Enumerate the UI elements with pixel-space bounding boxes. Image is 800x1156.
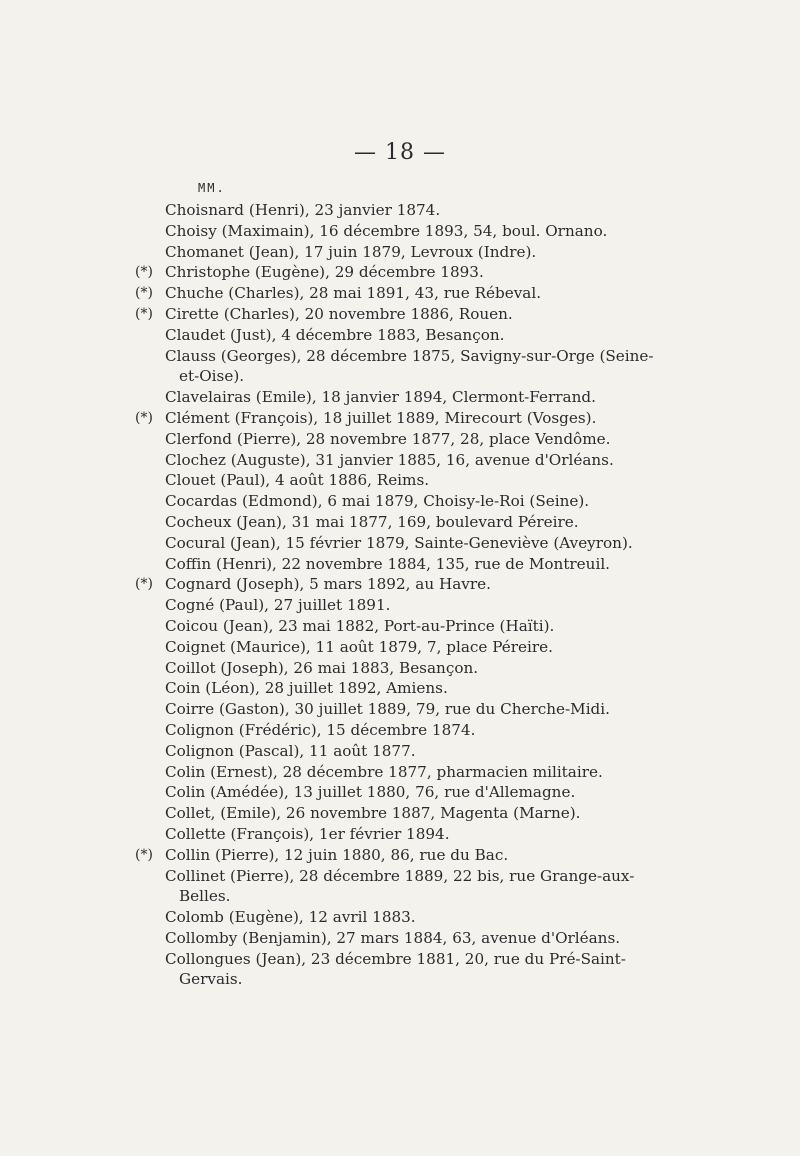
entry-text: Clauss (Georges), 28 décembre 1875, Savigny-sur-Orge (Seine-	[165, 346, 654, 365]
entry-text: Coffin (Henri), 22 novembre 1884, 135, rue de Montreuil.	[165, 554, 610, 573]
entry-list	[135, 200, 660, 990]
entry-text: Clouet (Paul), 4 août 1886, Reims.	[165, 471, 430, 490]
list-item	[165, 491, 660, 512]
list-item	[165, 346, 660, 388]
list-item	[165, 741, 660, 762]
list-item	[135, 408, 660, 429]
entry-text: Collin (Pierre), 12 juin 1880, 86, rue du Bac.	[165, 845, 509, 864]
entry-text: Colin (Amédée), 13 juillet 1880, 76, rue d'Allemagne.	[165, 783, 576, 802]
list-item	[165, 221, 660, 242]
entry-text: Choisnard (Henri), 23 janvier 1874.	[165, 201, 441, 219]
list-item	[165, 824, 660, 845]
entry-text: Chuche (Charles), 28 mai 1891, 43, rue Rébeval.	[165, 284, 542, 303]
entry-text: Coin (Léon), 28 juillet 1892, Amiens.	[165, 679, 448, 698]
entry-text: Choisy (Maximain), 16 décembre 1893, 54, boul. Ornano.	[165, 221, 608, 240]
entry-text: Collongues (Jean), 23 décembre 1881, 20, rue du Pré-Saint-	[165, 949, 626, 968]
entry-text: Cocural (Jean), 15 février 1879, Sainte-Geneviève (Aveyron).	[165, 533, 633, 552]
list-item	[165, 720, 660, 741]
list-item	[165, 554, 660, 575]
entry-text: Clément (François), 18 juillet 1889, Mirecourt (Vosges).	[165, 408, 597, 427]
page-number: — 18 —	[354, 140, 446, 165]
entry-continuation: Belles.	[179, 887, 231, 906]
entry-continuation: Gervais.	[179, 970, 243, 989]
list-item	[165, 803, 660, 824]
entry-mark: (*)	[135, 409, 153, 426]
list-item	[165, 928, 660, 949]
entry-text: Chomanet (Jean), 17 juin 1879, Levroux (Indre).	[165, 242, 537, 261]
entry-text: Colomb (Eugène), 12 avril 1883.	[165, 908, 416, 927]
list-item	[165, 512, 660, 533]
list-item	[165, 907, 660, 928]
entry-text: Colignon (Pascal), 11 août 1877.	[165, 741, 416, 760]
list-item	[165, 762, 660, 783]
entry-text: Cirette (Charles), 20 novembre 1886, Rouen.	[165, 304, 513, 323]
entry-continuation: et-Oise).	[179, 367, 245, 386]
entry-text: Cogné (Paul), 27 juillet 1891.	[165, 596, 391, 615]
list-item	[165, 429, 660, 450]
entry-text: Colin (Ernest), 28 décembre 1877, pharmacien militaire.	[165, 762, 603, 781]
entry-mark: (*)	[135, 285, 153, 302]
list-item	[165, 949, 660, 991]
list-item	[165, 678, 660, 699]
list-item	[135, 283, 660, 304]
list-item	[165, 200, 660, 221]
list-item	[165, 699, 660, 720]
entry-mark: (*)	[135, 305, 153, 322]
list-item	[165, 782, 660, 803]
entry-mark: (*)	[135, 576, 153, 593]
list-item	[165, 533, 660, 554]
entry-text: Clavelairas (Emile), 18 janvier 1894, Clermont-Ferrand.	[165, 388, 596, 407]
entry-text: Colignon (Frédéric), 15 décembre 1874.	[165, 720, 476, 739]
entry-text: Collinet (Pierre), 28 décembre 1889, 22 bis, rue Grange-aux-	[165, 866, 635, 885]
entry-text: Cocardas (Edmond), 6 mai 1879, Choisy-le-Roi (Seine).	[165, 492, 590, 511]
entry-text: Collomby (Benjamin), 27 mars 1884, 63, avenue d'Orléans.	[165, 928, 621, 947]
list-item	[165, 325, 660, 346]
salutation: MM.	[198, 181, 226, 195]
entry-text: Collette (François), 1er février 1894.	[165, 824, 450, 843]
list-item	[165, 595, 660, 616]
entry-text: Christophe (Eugène), 29 décembre 1893.	[165, 263, 484, 282]
entry-mark: (*)	[135, 846, 153, 863]
list-item	[165, 242, 660, 263]
list-item	[165, 470, 660, 491]
entry-text: Coirre (Gaston), 30 juillet 1889, 79, rue du Cherche-Midi.	[165, 700, 610, 719]
entry-text: Cognard (Joseph), 5 mars 1892, au Havre.	[165, 575, 491, 594]
entry-text: Clochez (Auguste), 31 janvier 1885, 16, avenue d'Orléans.	[165, 450, 614, 469]
entry-mark: (*)	[135, 264, 153, 281]
entry-text: Coicou (Jean), 23 mai 1882, Port-au-Prince (Haïti).	[165, 616, 555, 635]
entry-text: Coillot (Joseph), 26 mai 1883, Besançon.	[165, 658, 479, 677]
entry-text: Claudet (Just), 4 décembre 1883, Besançon.	[165, 325, 505, 344]
entry-text: Cocheux (Jean), 31 mai 1877, 169, boulevard Péreire.	[165, 512, 579, 531]
list-item	[165, 637, 660, 658]
list-item	[165, 658, 660, 679]
list-item	[135, 574, 660, 595]
list-item	[165, 616, 660, 637]
entry-text: Coignet (Maurice), 11 août 1879, 7, place Péreire.	[165, 637, 553, 656]
list-item	[135, 262, 660, 283]
list-item	[165, 450, 660, 471]
list-item	[165, 866, 660, 908]
list-item	[135, 304, 660, 325]
entry-text: Collet, (Emile), 26 novembre 1887, Magenta (Marne).	[165, 804, 581, 823]
entry-text: Clerfond (Pierre), 28 novembre 1877, 28, place Vendôme.	[165, 429, 611, 448]
list-item	[135, 845, 660, 866]
list-item	[165, 387, 660, 408]
